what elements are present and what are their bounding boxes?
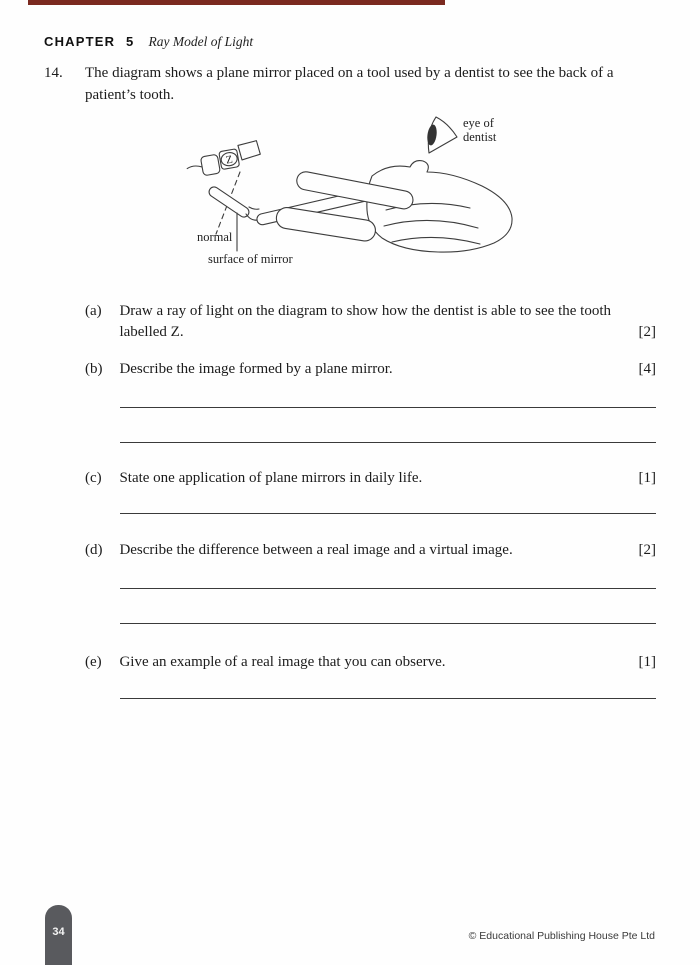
- question-part-a: [85, 301, 656, 343]
- page-number: 34: [52, 926, 65, 938]
- part-label: (d): [85, 542, 103, 558]
- question-part-d: [85, 540, 656, 561]
- eye-label-line2: dentist: [463, 130, 497, 144]
- answer-line: [120, 407, 656, 408]
- question-part-b: [85, 359, 656, 380]
- answer-line: [120, 698, 656, 699]
- part-marks: [2]: [638, 542, 656, 558]
- eye-label-line1: eye of: [463, 116, 494, 130]
- page-number-tab: [45, 905, 72, 965]
- normal-label: normal: [197, 230, 233, 244]
- answer-line: [120, 442, 656, 443]
- question-number: 14.: [44, 65, 63, 81]
- part-marks: [1]: [638, 654, 656, 670]
- copyright-notice: © Educational Publishing House Pte Ltd: [468, 930, 655, 942]
- question-stem: The diagram shows a plane mirror placed on a tool used by a dentist to see the back of a patient’s tooth.: [85, 65, 614, 103]
- mirror-surface-label: surface of mirror: [208, 252, 293, 266]
- question-parts: [85, 0, 656, 965]
- part-label: (b): [85, 361, 103, 377]
- part-text: Describe the difference between a real image and a virtual image.: [119, 542, 513, 558]
- part-marks: [2]: [638, 324, 656, 340]
- part-text: Draw a ray of light on the diagram to show how the dentist is able to see the tooth labelled Z.: [119, 303, 611, 340]
- part-text: State one application of plane mirrors in daily life.: [119, 470, 423, 486]
- part-label: (a): [85, 303, 102, 319]
- part-text: Describe the image formed by a plane mirror.: [119, 361, 393, 377]
- question-part-e: [85, 652, 656, 673]
- part-text: Give an example of a real image that you can observe.: [119, 654, 446, 670]
- part-marks: [1]: [638, 470, 656, 486]
- tooth-z-label: Z: [225, 153, 234, 167]
- answer-line: [120, 513, 656, 514]
- question-part-c: [85, 468, 656, 489]
- chapter-label: CHAPTER 5: [44, 34, 135, 49]
- part-label: (e): [85, 654, 102, 670]
- part-marks: [4]: [638, 361, 656, 377]
- answer-line: [120, 623, 656, 624]
- answer-line: [120, 588, 656, 589]
- chapter-title: Ray Model of Light: [148, 34, 254, 49]
- part-label: (c): [85, 470, 102, 486]
